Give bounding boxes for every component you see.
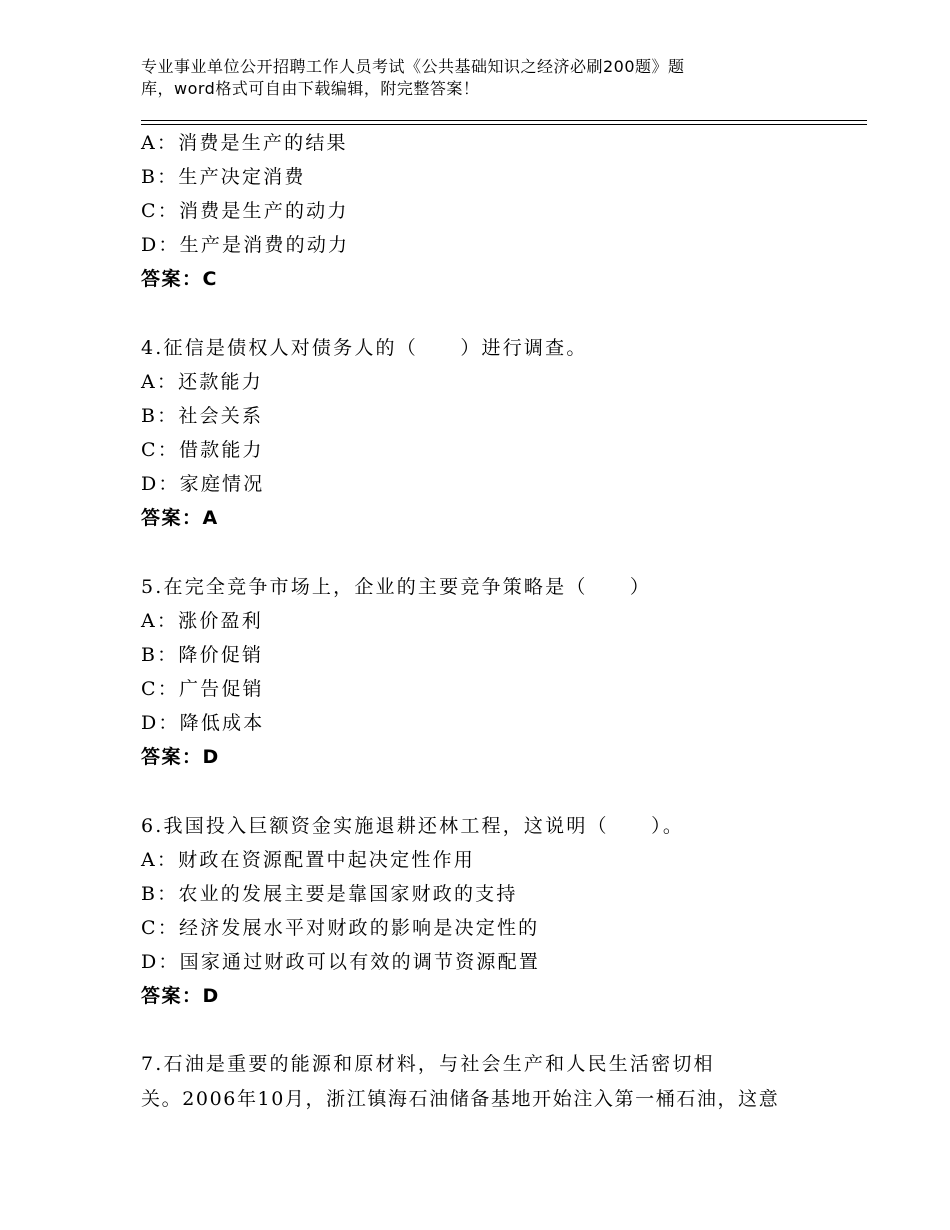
header-divider-bottom [141, 124, 867, 125]
q6-option-c: C：经济发展水平对财政的影响是决定性的 [141, 917, 540, 939]
document-header [141, 56, 791, 100]
q5-stem: 5.在完全竞争市场上，企业的主要竞争策略是（ ） [141, 576, 652, 598]
q4-answer: 答案：A [141, 507, 219, 529]
q7-stem-line-2: 关。2006年10月，浙江镇海石油储备基地开始注入第一桶石油，这意 [141, 1088, 780, 1110]
q3-option-b: B：生产决定消费 [141, 166, 306, 188]
q4-stem: 4.征信是债权人对债务人的（ ）进行调查。 [141, 337, 588, 359]
q4-option-d: D：家庭情况 [141, 473, 265, 495]
q5-answer: 答案：D [141, 746, 220, 768]
q5-option-d: D：降低成本 [141, 712, 265, 734]
q3-option-c: C：消费是生产的动力 [141, 200, 349, 222]
header-divider-top [141, 120, 867, 121]
q3-option-a: A：消费是生产的结果 [141, 132, 348, 154]
q7-stem-line-1: 7.石油是重要的能源和原材料，与社会生产和人民生活密切相 [141, 1053, 715, 1075]
q5-option-a: A：涨价盈利 [141, 610, 263, 632]
q5-option-b: B：降价促销 [141, 644, 264, 666]
q4-option-a: A：还款能力 [141, 371, 263, 393]
q6-option-a: A：财政在资源配置中起决定性作用 [141, 849, 475, 871]
q6-option-d: D：国家通过财政可以有效的调节资源配置 [141, 951, 541, 973]
header-title-line-2: 库，word格式可自由下载编辑，附完整答案！ [141, 79, 480, 98]
q6-option-b: B：农业的发展主要是靠国家财政的支持 [141, 883, 518, 905]
header-title-line-1: 专业事业单位公开招聘工作人员考试《公共基础知识之经济必刷200题》题 [141, 57, 685, 76]
q5-option-c: C：广告促销 [141, 678, 264, 700]
q6-stem: 6.我国投入巨额资金实施退耕还林工程，这说明（ ）。 [141, 815, 685, 837]
q3-option-d: D：生产是消费的动力 [141, 234, 350, 256]
q3-answer: 答案：C [141, 268, 218, 290]
q4-option-c: C：借款能力 [141, 439, 264, 461]
q4-option-b: B：社会关系 [141, 405, 264, 427]
q6-answer: 答案：D [141, 985, 220, 1007]
